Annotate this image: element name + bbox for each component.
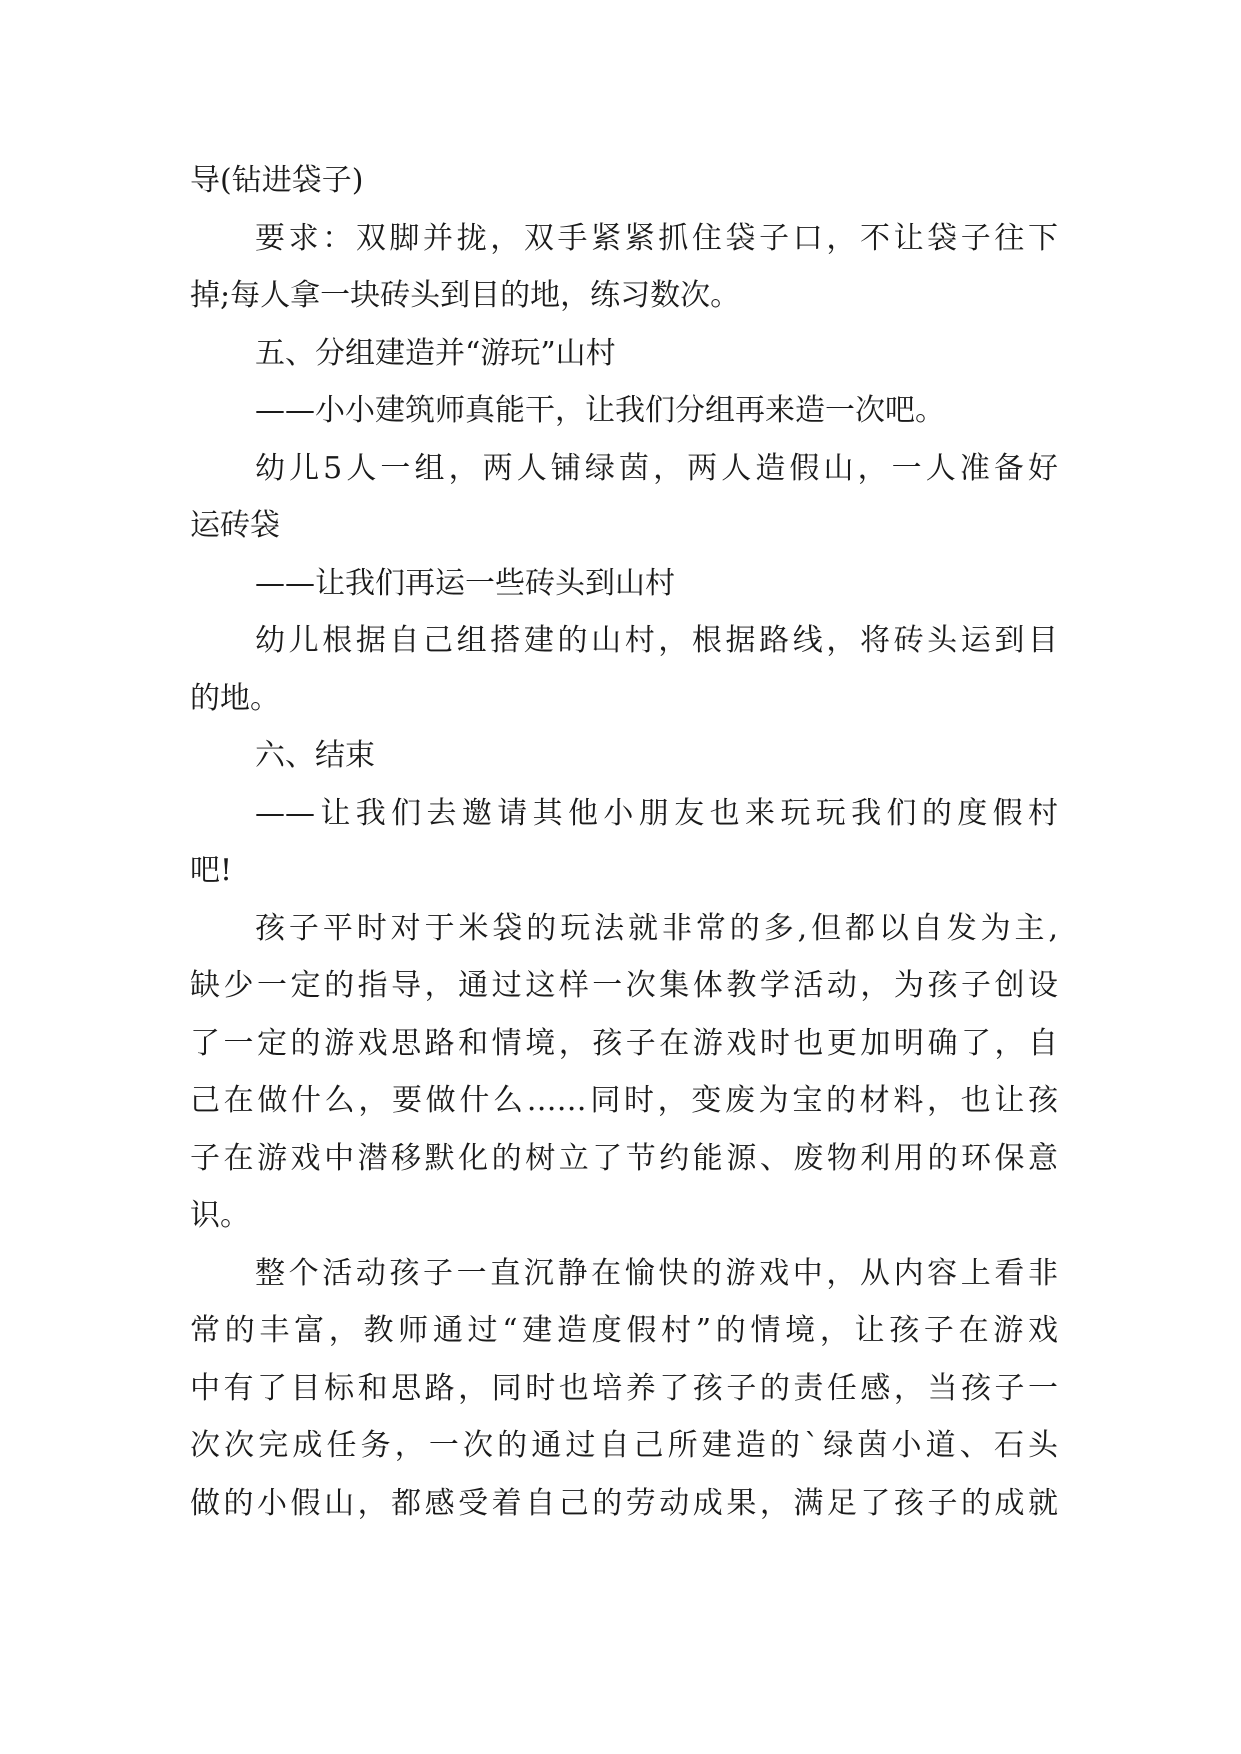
section-heading: 六、结束 [255, 738, 375, 773]
text-line: ——小小建筑师真能干，让我们分组再来造一次吧。 [255, 393, 945, 428]
text-line: ——让我们去邀请其他小朋友也来玩玩我们的度假村 [255, 795, 1058, 831]
text-line: 做的小假山，都感受着自己的劳动成果，满足了孩子的成就 [190, 1485, 1058, 1521]
document-body [190, 152, 1058, 1532]
text-line: 吧! [190, 853, 233, 888]
text-line: 缺少一定的指导，通过这样一次集体教学活动，为孩子创设 [190, 968, 1058, 1003]
text-line: 幼儿根据自己组搭建的山村，根据路线，将砖头运到目 [255, 623, 1058, 658]
section-heading: 五、分组建造并“游玩”山村 [255, 335, 616, 371]
text-line: 运砖袋 [190, 508, 280, 543]
text-line: 幼儿5人一组，两人铺绿茵，两人造假山，一人准备好 [255, 450, 1058, 486]
text-line: 整个活动孩子一直沉静在愉快的游戏中，从内容上看非 [255, 1255, 1058, 1291]
text-line: 导(钻进袋子) [190, 163, 364, 198]
text-line: 常的丰富，教师通过“建造度假村”的情境，让孩子在游戏 [190, 1313, 1058, 1348]
text-line: 次次完成任务，一次的通过自己所建造的`绿茵小道、石头 [190, 1428, 1058, 1463]
text-line: 了一定的游戏思路和情境，孩子在游戏时也更加明确了，自 [190, 1025, 1058, 1061]
text-line: 孩子平时对于米袋的玩法就非常的多,但都以自发为主, [255, 910, 1058, 946]
text-line: 识。 [190, 1198, 250, 1233]
text-line: 子在游戏中潜移默化的树立了节约能源、废物利用的环保意 [190, 1140, 1058, 1176]
text-line: 掉;每人拿一块砖头到目的地，练习数次。 [190, 278, 741, 313]
text-line: 的地。 [190, 680, 280, 716]
text-line: 要求：双脚并拢，双手紧紧抓住袋子口，不让袋子往下 [255, 220, 1058, 256]
text-line: 中有了目标和思路，同时也培养了孩子的责任感，当孩子一 [190, 1370, 1058, 1406]
text-line: 己在做什么，要做什么……同时，变废为宝的材料，也让孩 [190, 1083, 1058, 1118]
text-line: ——让我们再运一些砖头到山村 [255, 565, 675, 601]
